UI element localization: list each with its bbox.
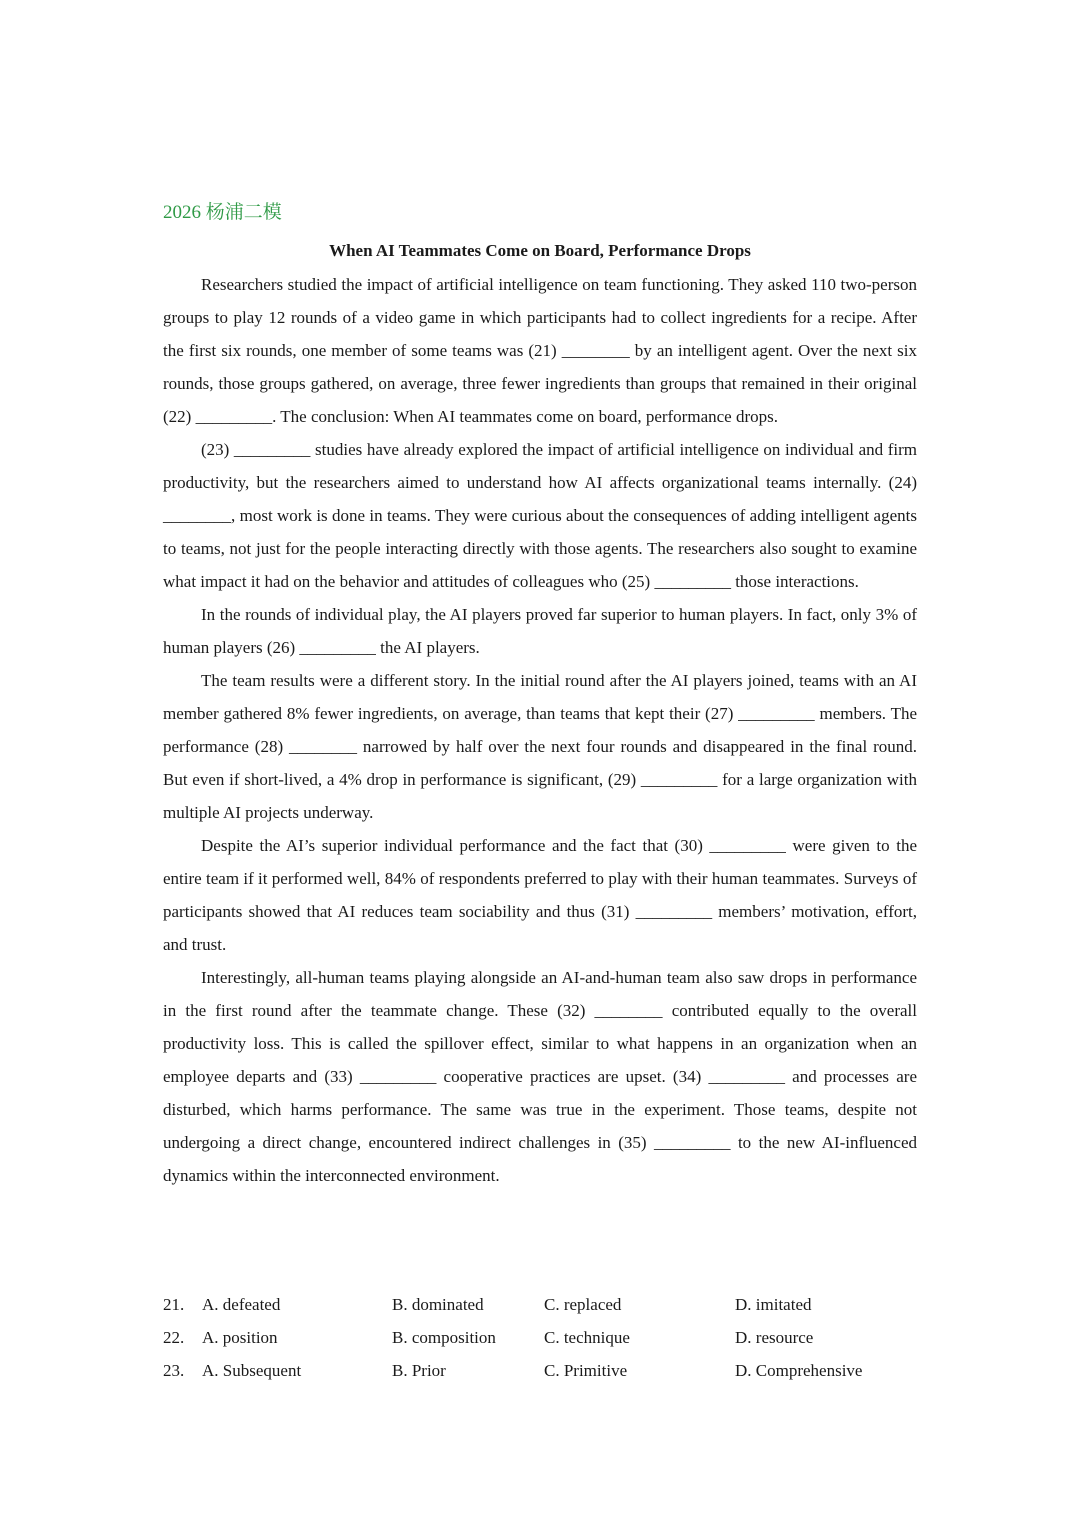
option-a: A. Subsequent [202, 1361, 302, 1380]
question-row-21 [163, 1288, 923, 1321]
option-d: D. Comprehensive [735, 1361, 863, 1380]
paragraph-4: The team results were a different story. In the initial round after the AI players joined, teams with an AI member gathered 8% fewer ingredients, on average, than teams that kept their (27) _________ members. The performance (28) ________ narrowed by half over the next four rounds and disappeared in the final round. But even if short-lived, a 4% drop in performance is significant, (29) _________ for a large organization with multiple AI projects underway. [163, 671, 917, 822]
option-a: A. defeated [202, 1295, 281, 1314]
document-body [163, 200, 917, 1192]
paragraph-5: Despite the AI’s superior individual performance and the fact that (30) _________ were given to the entire team if it performed well, 84% of respondents preferred to play with their human teammates. Surveys of participants showed that AI reduces team sociability and thus (31) _________ members’ motivation, effort, and trust. [163, 836, 917, 954]
option-c: C. technique [544, 1328, 630, 1347]
question-number: 22. [163, 1328, 185, 1347]
option-a: A. position [202, 1328, 278, 1347]
option-b: B. dominated [392, 1295, 484, 1314]
question-number: 23. [163, 1361, 185, 1380]
question-number: 21. [163, 1295, 185, 1314]
passage-title: When AI Teammates Come on Board, Performance Drops [329, 241, 751, 260]
option-c: C. replaced [544, 1295, 622, 1314]
option-b: B. Prior [392, 1361, 446, 1380]
option-c: C. Primitive [544, 1361, 628, 1380]
question-row-22 [163, 1321, 923, 1354]
paragraph-2: (23) _________ studies have already explored the impact of artificial intelligence on individual and firm productivity, but the researchers aimed to understand how AI affects organizational teams internally. (24) ________, most work is done in teams. They were curious about the consequences of adding intelligent agents to teams, not just for the people interacting directly with those agents. The researchers also sought to examine what impact it had on the behavior and attitudes of colleagues who (25) _________ those interactions. [163, 440, 917, 591]
answer-options [163, 1288, 923, 1387]
question-row-23 [163, 1354, 923, 1387]
paragraph-6: Interestingly, all-human teams playing alongside an AI-and-human team also saw drops in performance in the first round after the teammate change. These (32) ________ contributed equally to the overall productivity loss. This is called the spillover effect, similar to what happens in an organization when an employee departs and (33) _________ cooperative practices are upset. (34) _________ and processes are disturbed, which harms performance. The same was true in the experiment. Those teams, despite not undergoing a direct change, encountered indirect challenges in (35) _________ to the new AI-influenced dynamics within the interconnected environment. [163, 968, 917, 1185]
option-b: B. composition [392, 1328, 496, 1347]
paragraph-3: In the rounds of individual play, the AI players proved far superior to human players. In fact, only 3% of human players (26) _________ the AI players. [163, 605, 917, 657]
option-d: D. imitated [735, 1295, 812, 1314]
paragraph-1: Researchers studied the impact of artificial intelligence on team functioning. They asked 110 two-person groups to play 12 rounds of a video game in which participants had to collect ingredients for a recipe. After the first six rounds, one member of some teams was (21) ________ by an intelligent agent. Over the next six rounds, those groups gathered, on average, three fewer ingredients than groups that remained in their original (22) _________. The conclusion: When AI teammates come on board, performance drops. [163, 275, 917, 426]
option-d: D. resource [735, 1328, 814, 1347]
exam-tag: 2026 杨浦二模 [163, 202, 282, 223]
